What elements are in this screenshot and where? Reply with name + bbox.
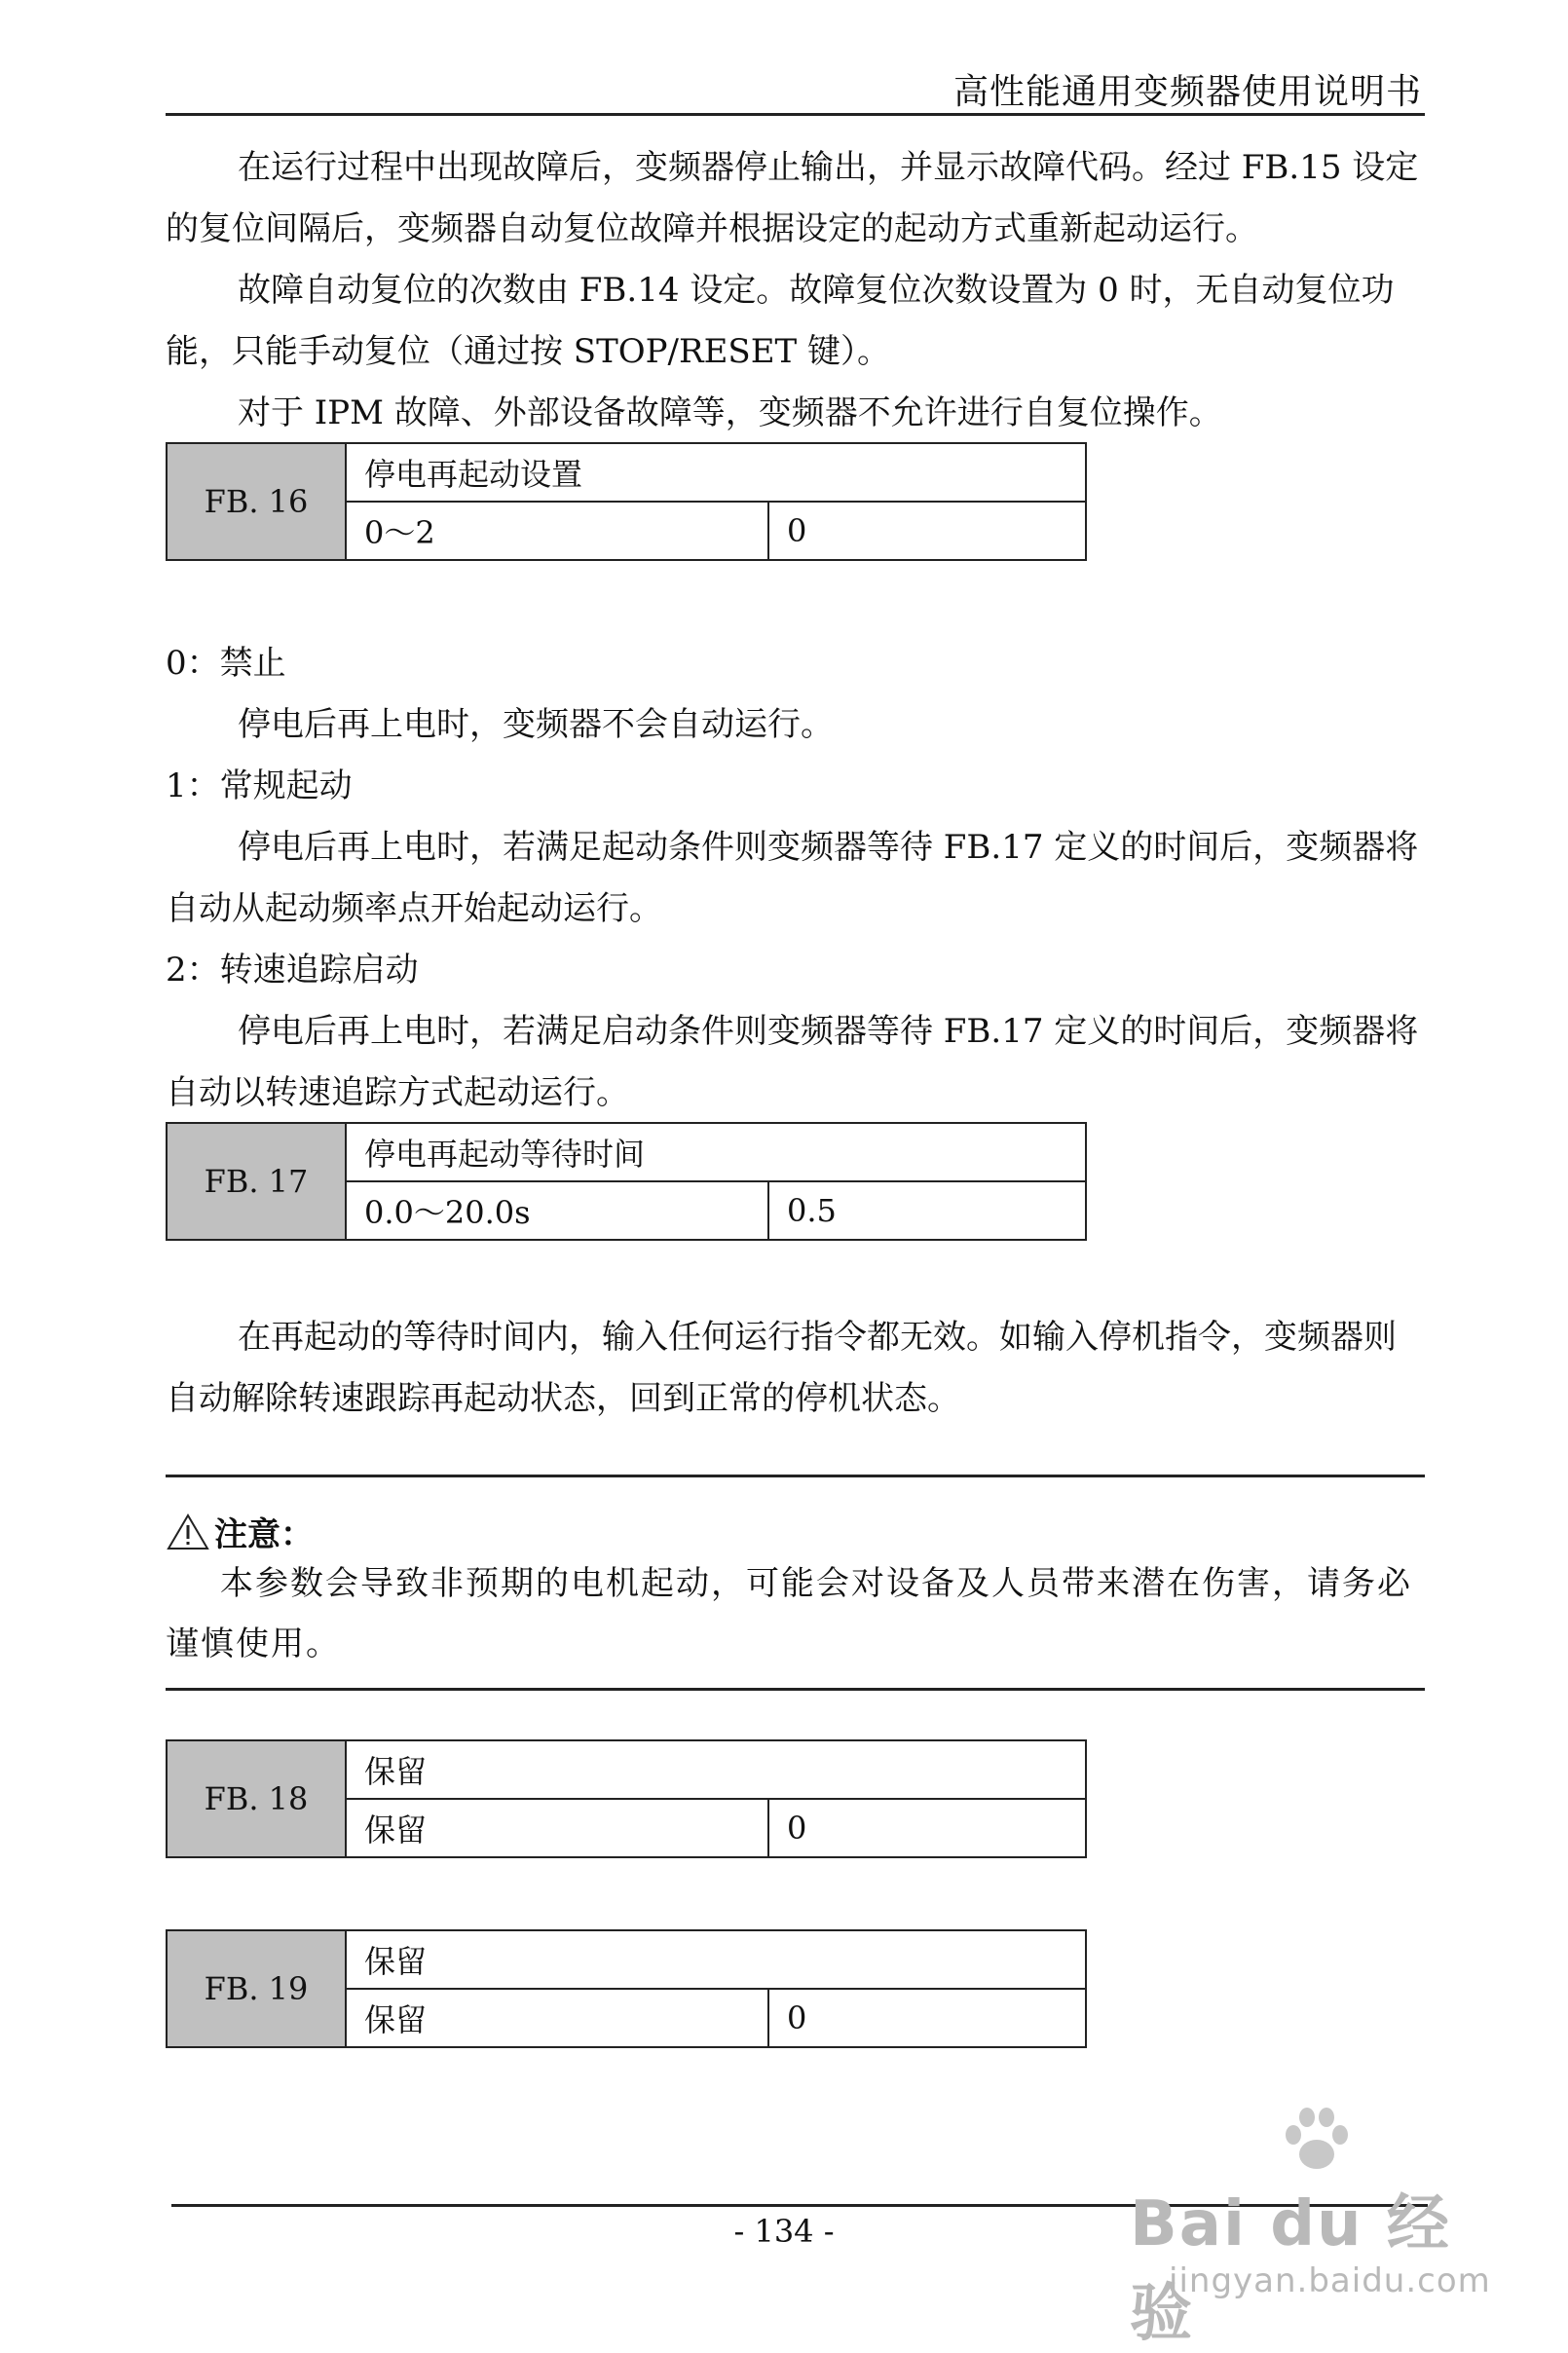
param-table-fb16 <box>166 442 1087 561</box>
param-default: 0 <box>768 1799 1086 1857</box>
option-0-label: 0：禁止 <box>166 644 286 683</box>
note-top-rule <box>166 1475 1425 1477</box>
intro-paragraph-2: 故障自动复位的次数由 FB.14 设定。故障复位次数设置为 0 时，无自动复位功能，只能手动复位（通过按 STOP/RESET 键）。 <box>166 271 1395 371</box>
option-1-label: 1：常规起动 <box>166 766 353 805</box>
watermark <box>1110 2106 1500 2350</box>
param-default: 0 <box>768 1989 1086 2047</box>
param-range: 保留 <box>346 1989 768 2047</box>
watermark-brand: Bai du 经验 <box>1130 2188 1451 2350</box>
param-table-fb17 <box>166 1122 1087 1241</box>
param-range: 0.0～20.0s <box>346 1181 768 1240</box>
param-name: 停电再起动设置 <box>346 443 1086 502</box>
option-0-desc: 停电后再上电时，变频器不会自动运行。 <box>238 705 834 744</box>
header-rule <box>166 113 1425 116</box>
warning-icon <box>166 1513 210 1551</box>
param-code: FB. 18 <box>167 1740 346 1857</box>
option-2-label: 2：转速追踪启动 <box>166 951 419 990</box>
param-name: 保留 <box>346 1930 1086 1989</box>
intro-paragraph-3: 对于 IPM 故障、外部设备故障等，变频器不允许进行自复位操作。 <box>238 393 1222 432</box>
option-2-desc: 停电后再上电时，若满足启动条件则变频器等待 FB.17 定义的时间后，变频器将自动以转速追踪方式起动运行。 <box>166 1012 1419 1112</box>
note-body: 本参数会导致非预期的电机起动，可能会对设备及人员带来潜在伤害，请务必谨慎使用。 <box>166 1564 1412 1663</box>
note-heading <box>166 1508 314 1555</box>
param-range: 0～2 <box>346 502 768 560</box>
param-table-fb18 <box>166 1739 1087 1858</box>
param-default: 0.5 <box>768 1181 1086 1240</box>
note-bottom-rule <box>166 1688 1425 1691</box>
paw-icon <box>1278 2106 1356 2176</box>
param-name: 停电再起动等待时间 <box>346 1123 1086 1181</box>
page-number: - 134 - <box>733 2213 835 2250</box>
note-title: 注意： <box>214 1515 314 1554</box>
param-table-fb19 <box>166 1929 1087 2048</box>
param-name: 保留 <box>346 1740 1086 1799</box>
param-code: FB. 16 <box>167 443 346 560</box>
watermark-url: jingyan.baidu.com <box>1169 2261 1491 2300</box>
option-1-desc: 停电后再上电时，若满足起动条件则变频器等待 FB.17 定义的时间后，变频器将自动从起动频率点开始起动运行。 <box>166 828 1419 928</box>
intro-paragraph-1: 在运行过程中出现故障后，变频器停止输出，并显示故障代码。经过 FB.15 设定的复位间隔后，变频器自动复位故障并根据设定的起动方式重新起动运行。 <box>166 148 1419 248</box>
fb17-description: 在再起动的等待时间内，输入任何运行指令都无效。如输入停机指令，变频器则自动解除转速跟踪再起动状态，回到正常的停机状态。 <box>166 1318 1397 1418</box>
param-code: FB. 19 <box>167 1930 346 2047</box>
param-default: 0 <box>768 502 1086 560</box>
param-code: FB. 17 <box>167 1123 346 1240</box>
param-range: 保留 <box>346 1799 768 1857</box>
page-header-title: 高性能通用变频器使用说明书 <box>952 72 1422 112</box>
